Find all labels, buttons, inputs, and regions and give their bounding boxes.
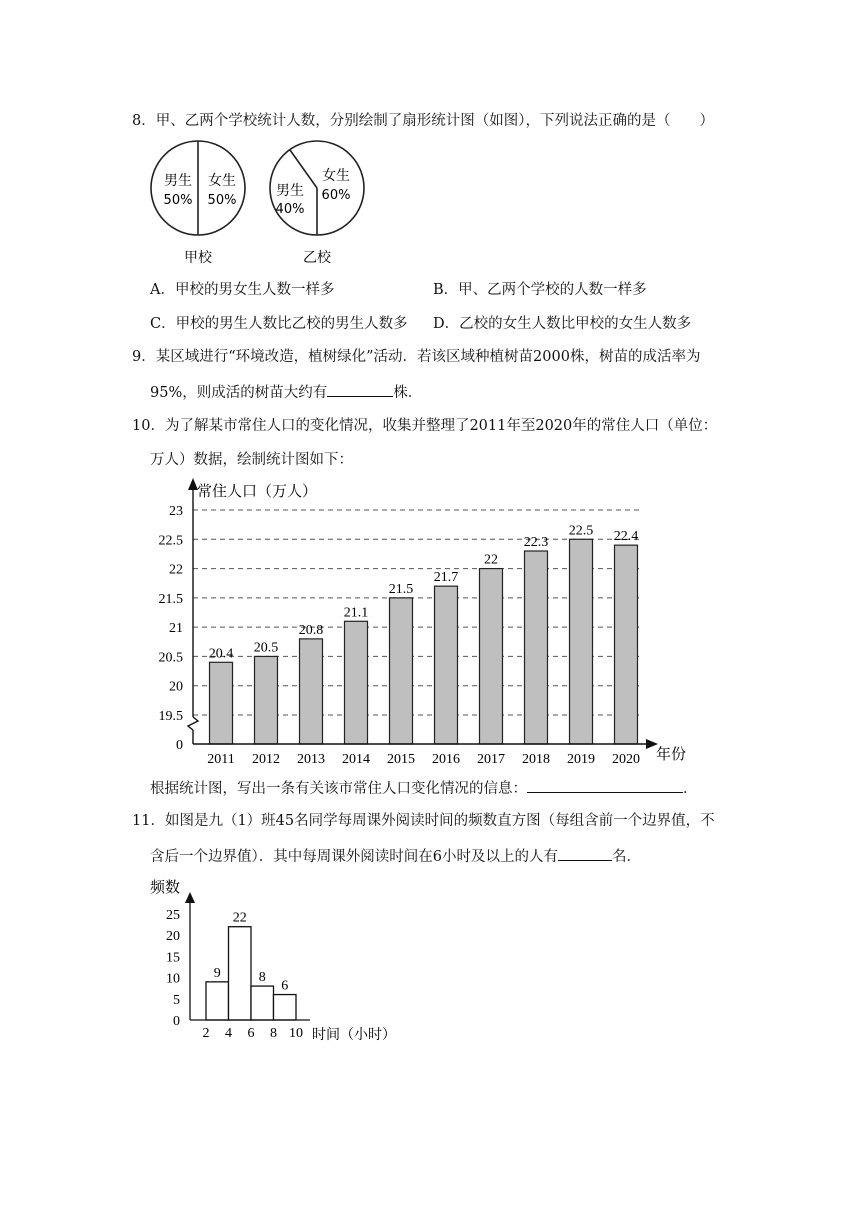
- pie-jia-boy-label: 男生: [164, 173, 192, 189]
- x-tick-label: 8: [270, 1026, 277, 1041]
- x-tick-label: 2011: [207, 752, 235, 767]
- q9-line2: [150, 381, 422, 403]
- bar: [435, 586, 458, 744]
- q11-line2-post: 名．: [611, 849, 641, 865]
- bar-data-label: 8: [258, 970, 266, 986]
- y-tick-label: 20: [166, 929, 180, 945]
- x-tick-label: 2: [202, 1026, 210, 1041]
- y-tick-label: 22: [169, 562, 183, 578]
- pie-jia-girl-label: 女生: [208, 173, 236, 189]
- bar-data-label: 21.5: [388, 581, 414, 597]
- y-tick-label: 22.5: [158, 533, 183, 549]
- axis-break-mark: [188, 717, 198, 730]
- pie-yi: [270, 141, 364, 266]
- bar-data-label: 21.7: [433, 570, 459, 586]
- bar-data-label: 22.5: [568, 523, 594, 539]
- histogram-bar: [206, 982, 229, 1020]
- q11-answer-blank: [558, 845, 612, 861]
- q8-option-b: B．甲、乙两个学校的人数一样多: [433, 282, 647, 298]
- q11-line1: 11．如图是九（1）班45名同学每周课外阅读时间的频数直方图（每组含前一个边界值，不: [132, 813, 715, 829]
- y-axis-arrow: [185, 892, 195, 903]
- pie-jia-title: 甲校: [184, 250, 212, 266]
- bar-data-label: 6: [281, 978, 289, 994]
- histogram-bar: [229, 927, 252, 1020]
- x-tick-label: 2015: [387, 752, 415, 767]
- bar-data-label: 22.3: [523, 535, 549, 550]
- pie-yi-title: 乙校: [303, 250, 331, 266]
- y-tick-label: 0: [173, 1014, 180, 1029]
- y-tick-label: 20: [169, 679, 183, 695]
- pie-yi-girl-label: 女生: [322, 168, 350, 184]
- pie-yi-boy-label: 男生: [276, 183, 304, 199]
- y-tick-label: 19.5: [158, 709, 183, 724]
- x-axis-title: 时间（小时）: [312, 1027, 396, 1043]
- population-bar-chart: [140, 476, 700, 776]
- bar: [300, 639, 323, 744]
- q10-after: [150, 777, 698, 799]
- y-tick-label: 10: [166, 971, 180, 987]
- y-tick-label: 23: [169, 504, 183, 519]
- bar-data-label: 22: [484, 552, 498, 568]
- x-tick-label: 2016: [432, 752, 460, 767]
- y-tick-label: 21.5: [158, 591, 183, 607]
- bar: [390, 598, 413, 744]
- pie-jia: [151, 141, 245, 266]
- q10-after-pre: 根据统计图，写出一条有关该市常住人口变化情况的信息：: [150, 781, 527, 797]
- x-tick-label: 6: [247, 1026, 255, 1041]
- q11-line2-pre: 含后一个边界值）．其中每周课外阅读时间在6小时及以上的人有: [150, 849, 558, 865]
- q9-answer-blank: [327, 381, 393, 397]
- x-tick-label: 2014: [342, 752, 370, 767]
- q10-line2: 万人）数据，绘制统计图如下：: [150, 452, 353, 468]
- y-tick-label: 0: [176, 738, 183, 753]
- pie-jia-girl-pct: 50%: [207, 193, 237, 208]
- q8-option-c: C．甲校的男生人数比乙校的男生人数多: [150, 316, 408, 332]
- bar-data-label: 21.1: [343, 605, 369, 621]
- bar-data-label: 9: [213, 965, 221, 981]
- q11-line2: [150, 845, 641, 867]
- y-tick-label: 21: [169, 621, 183, 637]
- x-tick-label: 2020: [612, 752, 640, 767]
- pie-yi-girl-pct: 60%: [321, 188, 351, 203]
- bar-data-label: 22.4: [613, 529, 639, 545]
- pie-jia-boy-pct: 50%: [163, 193, 193, 208]
- histogram-bar: [251, 986, 274, 1020]
- q9-line2-pre: 95%，则成活的树苗大约有: [150, 385, 328, 401]
- y-tick-label: 20.5: [158, 650, 183, 666]
- x-tick-label: 10: [289, 1026, 303, 1041]
- reading-time-histogram: [150, 872, 420, 1047]
- q8-option-d: D．乙校的女生人数比甲校的女生人数多: [433, 316, 692, 332]
- x-tick-label: 2013: [297, 752, 325, 767]
- y-tick-label: 15: [166, 950, 180, 966]
- q8-stem: 8．甲、乙两个学校统计人数，分别绘制了扇形统计图（如图），下列说法正确的是（ ）: [132, 113, 714, 129]
- q9-line1: 9．某区域进行“环境改造，植树绿化”活动．若该区域种植树苗2000株，树苗的成活率为: [132, 349, 701, 365]
- x-axis-title: 年份: [656, 745, 687, 763]
- bar: [210, 662, 233, 744]
- bar-data-label: 20.8: [298, 622, 324, 638]
- q10-after-post: ．: [683, 781, 698, 797]
- bar-data-label: 22: [232, 910, 247, 926]
- x-tick-label: 2018: [522, 752, 550, 767]
- y-axis-title: 常住人口（万人）: [197, 482, 318, 500]
- y-tick-label: 5: [173, 992, 180, 1008]
- q10-answer-blank: [527, 777, 683, 793]
- x-tick-label: 2019: [567, 752, 595, 767]
- bar: [480, 569, 503, 744]
- q9-line2-post: 株．: [393, 385, 423, 401]
- x-tick-label: 4: [225, 1026, 232, 1041]
- y-tick-label: 25: [166, 908, 180, 923]
- x-tick-label: 2012: [252, 752, 280, 767]
- histogram-bar: [274, 995, 297, 1020]
- y-axis-title: 频数: [150, 878, 181, 896]
- bar-data-label: 20.4: [208, 646, 234, 662]
- bar: [255, 656, 278, 744]
- q8-option-a: A．甲校的男女生人数一样多: [150, 282, 335, 298]
- bar: [525, 551, 548, 744]
- q10-line1: 10．为了解某市常住人口的变化情况，收集并整理了2011年至2020年的常住人口（单位：: [132, 418, 718, 434]
- x-tick-label: 2017: [477, 752, 505, 767]
- bar: [570, 539, 593, 744]
- pie-charts: [140, 136, 380, 268]
- bar: [615, 545, 638, 744]
- bar: [345, 621, 368, 744]
- bar-data-label: 20.5: [253, 640, 279, 656]
- pie-yi-boy-pct: 40%: [275, 202, 305, 217]
